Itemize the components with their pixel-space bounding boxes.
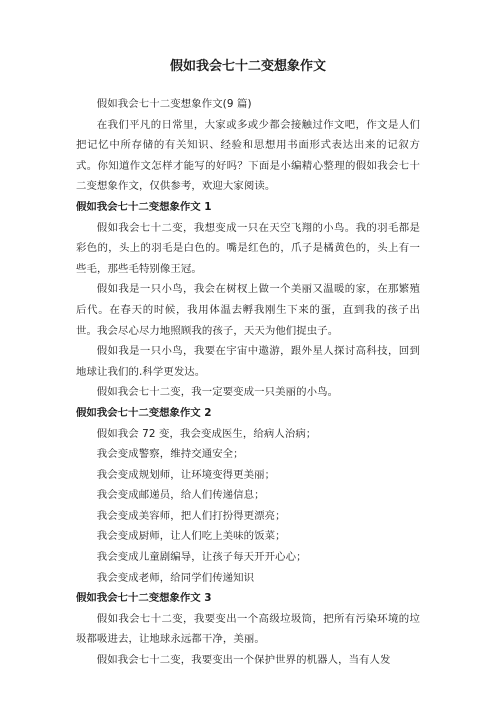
document-title: 假如我会七十二变想象作文: [169, 59, 326, 74]
section-heading: 假如我会七十二变想象作文 1: [76, 200, 212, 213]
intro-title: 假如我会七十二变想象作文(9 篇): [96, 98, 252, 110]
paragraph: 我会变成规划师，让环境变得更美丽；: [96, 468, 276, 481]
paragraph: 假如我是一只小鸟，我会在树杈上做一个美丽又温暖的家，在那繁殖后代。在春天的时候，我用体温去孵我刚生下来的蛋，直到我的孩子出世。我会尽心尽力地照顾我的孩子，天天为他们捉虫子。: [76, 283, 420, 337]
paragraph: 我会变成邮递员，给人们传递信息；: [96, 489, 265, 502]
paragraph: 假如我是一只小鸟，我要在宇宙中遨游，跟外星人探讨高科技，回到地球让我们的.科学更发达。: [76, 345, 420, 378]
paragraph: 假如我会七十二变，我想变成一只在天空飞翔的小鸟。我的羽毛都是彩色的，头上的羽毛是白色的。嘴是红色的，爪子是橘黄色的，头上有一些毛，那些毛特别像王冠。: [76, 221, 420, 275]
paragraph: 我会变成老师，给同学们传递知识: [96, 571, 255, 584]
document-page: [76, 58, 420, 671]
paragraph: 我会变成美容师，把人们打扮得更漂亮；: [96, 509, 286, 522]
paragraph: 我会变成儿童剧编导，让孩子每天开开心心；: [96, 551, 307, 564]
section-heading: 假如我会七十二变想象作文 3: [76, 592, 212, 605]
paragraph: 我会变成厨师，让人们吃上美味的饭菜；: [96, 530, 286, 543]
paragraph: 假如我会七十二变，我要变出一个高级垃圾筒，把所有污染环境的垃圾都吸进去，让地球永远都干净，美丽。: [76, 612, 420, 646]
paragraph: 我会变成警察，维持交通安全；: [96, 448, 244, 461]
section-heading: 假如我会七十二变想象作文 2: [76, 406, 212, 419]
paragraph: 假如我会七十二变，我一定要变成一只美丽的小鸟。: [96, 386, 339, 399]
paragraph: 假如我会 72 变，我会变成医生，给病人治病；: [96, 427, 317, 440]
intro-paragraph: 在我们平凡的日常里，大家或多或少都会接触过作文吧，作文是人们把记忆中所存储的有关知识、经验和思想用书面形式表达出来的记叙方式。你知道作文怎样才能写的好吗？下面是小编精心整理的假如我会七十二变想象作文，仅供参考，欢迎大家阅读。: [76, 118, 420, 193]
paragraph: 假如我会七十二变，我要变出一个保护世界的机器人，当有人发: [96, 654, 391, 667]
